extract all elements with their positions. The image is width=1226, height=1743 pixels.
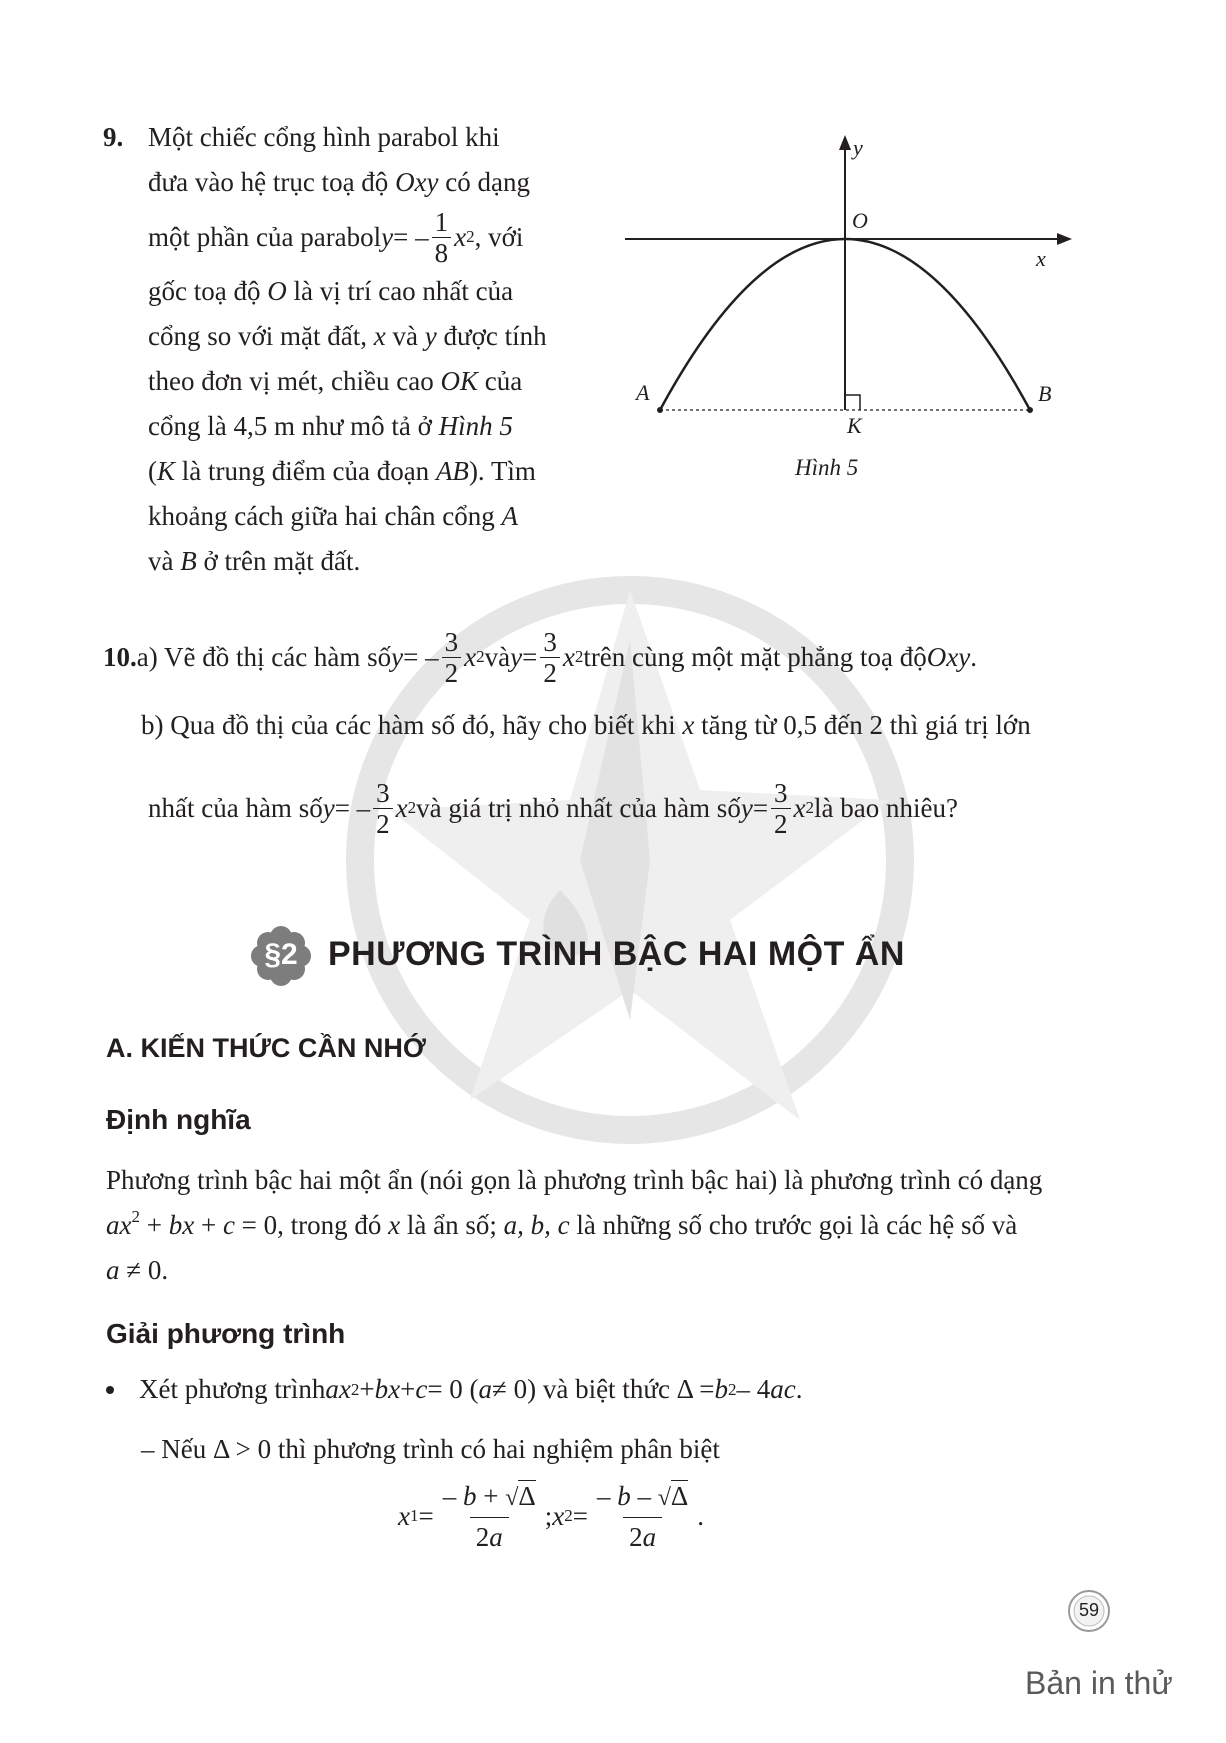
page-number: 59 [1078, 1600, 1100, 1620]
x-axis-arrow-icon [1057, 233, 1072, 245]
problem-10-b-line-1: b) Qua đồ thị của các hàm số đó, hãy cho biết khi x tăng từ 0,5 đến 2 thì giá trị lớn [141, 710, 1031, 740]
text-line: (K là trung điểm của đoạn AB). Tìm [148, 456, 536, 486]
text-line: và B ở trên mặt đất. [148, 546, 361, 576]
label-a: A [636, 380, 650, 405]
text-line: cổng so với mặt đất, x và y được tính [148, 321, 547, 351]
page-number-badge [1066, 1588, 1112, 1634]
right-angle-icon [845, 395, 860, 410]
fraction: $\frac{- b + √\Delta}{2a}$ [437, 1477, 542, 1556]
section-badge [250, 925, 312, 987]
fraction: $\frac{3}{2}$ [373, 778, 393, 839]
label-b: B [1038, 381, 1052, 406]
definition-text [106, 1158, 1106, 1293]
roots-formula: x 1 = $\frac{- b + √\Delta}{2a}$ ; x 2 = $\frac{- b - √\Delta}{2a}$ . [398, 1474, 704, 1558]
bullet-icon [106, 1386, 114, 1394]
definition-heading: Định nghĩa [106, 1104, 251, 1135]
solve-heading: Giải phương trình [106, 1318, 346, 1349]
problem-10-b-line-2: nhất của hàm số y = – $\frac{3}{2}$ x 2 và giá trị nhỏ nhất của hàm số y = $\frac{3}{2}$ x 2 là bao nhiêu? [148, 777, 958, 839]
problem-number: 10. [103, 641, 137, 672]
problem-number: 9. [103, 122, 124, 152]
parabola-figure [620, 130, 1080, 490]
point-a [657, 407, 663, 413]
text-line: cổng là 4,5 m như mô tả ở Hình 5 [148, 411, 513, 441]
draft-label: Bản in thử [1025, 1665, 1173, 1701]
fraction: $\frac{3}{2}$ [771, 778, 791, 839]
point-b [1027, 407, 1033, 413]
y-axis-arrow-icon [839, 135, 851, 150]
fraction: $\frac{3}{2}$ [540, 627, 560, 688]
figure-caption: Hình 5 [795, 455, 859, 480]
section-title: PHƯƠNG TRÌNH BẬC HAI MỘT ẨN [328, 935, 905, 973]
problem-10-a: 10. a) Vẽ đồ thị các hàm số y = – $\frac{3}{2}$ x 2 và y = $\frac{3}{2}$ x 2 trên cùng một mặt phẳng toạ độ Oxy . [103, 626, 977, 688]
problem-9 [103, 115, 583, 584]
bullet-item: Xét phương trình ax 2 + bx + c = 0 ( a ≠ 0) và biệt thức Δ = b 2 – 4 ac . [106, 1374, 803, 1405]
text-line: Phương trình bậc hai một ẩn (nói gọn là phương trình bậc hai) là phương trình có dạng [106, 1165, 1043, 1195]
text-line: a ≠ 0. [106, 1255, 169, 1285]
label-y: y [853, 135, 863, 160]
part-a-heading: A. KIẾN THỨC CẦN NHỚ [106, 1033, 426, 1063]
text-line-equation: một phần của parabol y = – $\frac{1}{8}$ x 2 , với [148, 206, 524, 268]
fraction: $\frac{- b - √\Delta}{2a}$ [591, 1477, 694, 1556]
text-line: theo đơn vị mét, chiều cao OK của [148, 366, 523, 396]
text-line: Một chiếc cổng hình parabol khi [148, 122, 500, 152]
fraction: $\frac{3}{2}$ [442, 627, 462, 688]
label-o: O [852, 208, 868, 233]
text-line: gốc toạ độ O là vị trí cao nhất của [148, 276, 514, 306]
case-1-text: – Nếu Δ > 0 thì phương trình có hai nghiệm phân biệt [141, 1434, 720, 1464]
fraction: $\frac{1}{8}$ [432, 207, 452, 268]
section-badge-label: §2 [264, 938, 298, 971]
text-line: khoảng cách giữa hai chân cổng A [148, 501, 518, 531]
text-line: đưa vào hệ trục toạ độ Oxy có dạng [148, 167, 530, 197]
label-x: x [1036, 246, 1046, 271]
text-line: $ax^2$ + bx + c = 0, trong đó x là ẩn số; a, b, c là những số cho trước gọi là các hệ số và [106, 1207, 1018, 1240]
label-k: K [847, 413, 862, 438]
